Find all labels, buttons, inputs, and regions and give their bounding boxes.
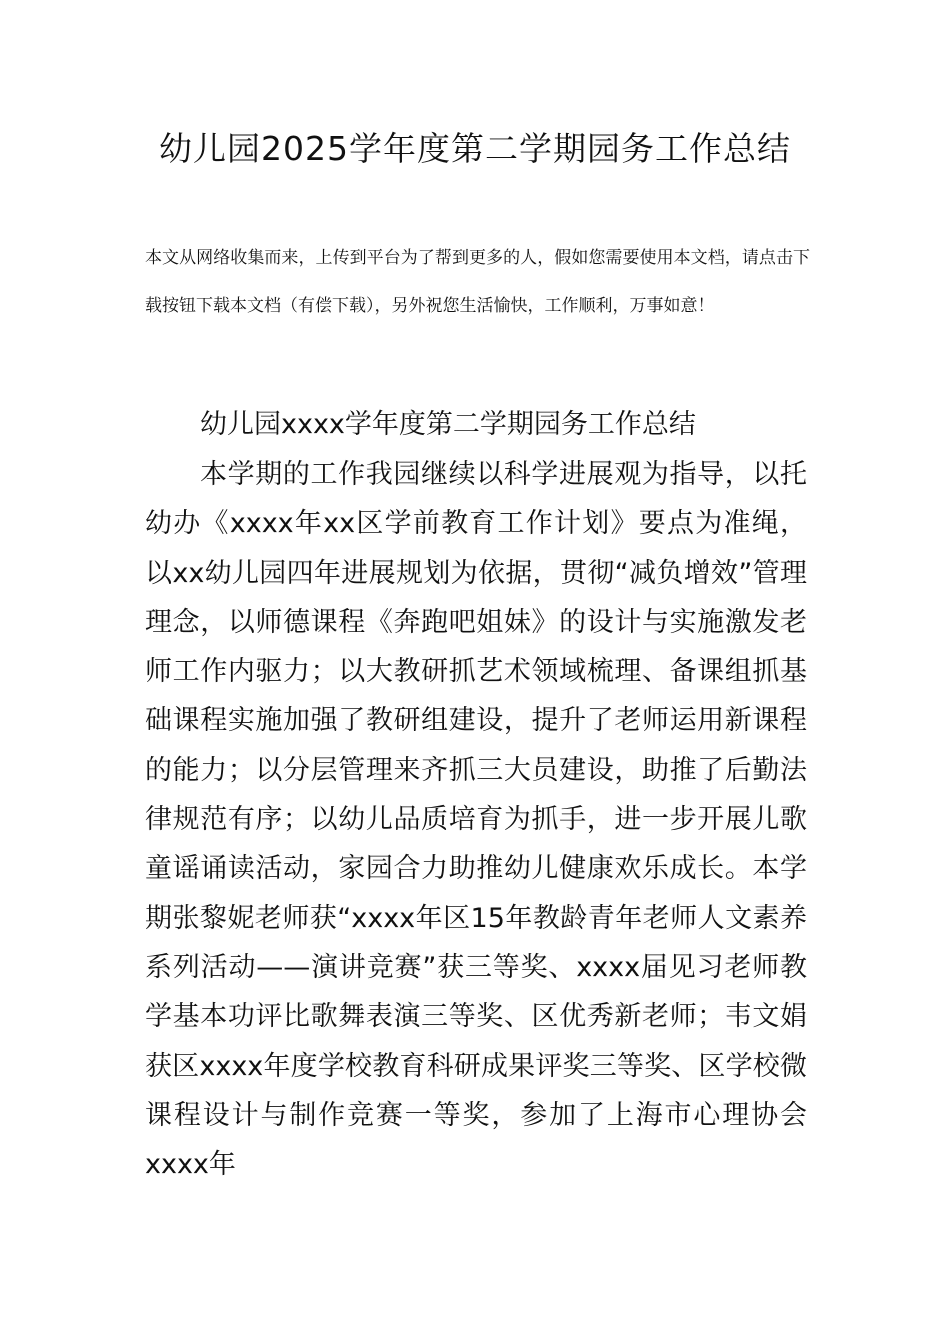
document-subtitle: 幼儿园xxxx学年度第二学期园务工作总结 bbox=[200, 409, 696, 440]
body-paragraph: 本学期的工作我园继续以科学进展观为指导，以托幼办《xxxx年xx区学前教育工作计划》要点为准绳，以xx幼儿园四年进展规划为依据，贯彻“减负增效”管理理念，以师德课程《奔跑吧姐妹》的设计与实施激发老师工作内驱力；以大教研抓艺术领域梳理、备课组抓基础课程实施加强了教研组建设，提升了老师运用新课程的能力；以分层管理来齐抓三大员建设，助推了后勤法律规范有序；以幼儿品质培育为抓手，进一步开展儿歌童谣诵读活动，家园合力助推幼儿健康欢乐成长。本学期张黎妮老师获“xxxx年区15年教龄青年老师人文素养系列活动——演讲竞赛”获三等奖、xxxx届见习老师教学基本功评比歌舞表演三等奖、区优秀新老师；韦文娟获区xxxx年度学校教育科研成果评奖三等奖、区学校微课程设计与制作竞赛一等奖，参加了上海市心理协会xxxx年 bbox=[145, 459, 807, 1181]
document-title: 幼儿园2025学年度第二学期园务工作总结 bbox=[159, 129, 791, 168]
download-notice: 本文从网络收集而来，上传到平台为了帮到更多的人，假如您需要使用本文档，请点击下载按钮下载本文档（有偿下载），另外祝您生活愉快，工作顺利，万事如意！ bbox=[145, 248, 810, 316]
